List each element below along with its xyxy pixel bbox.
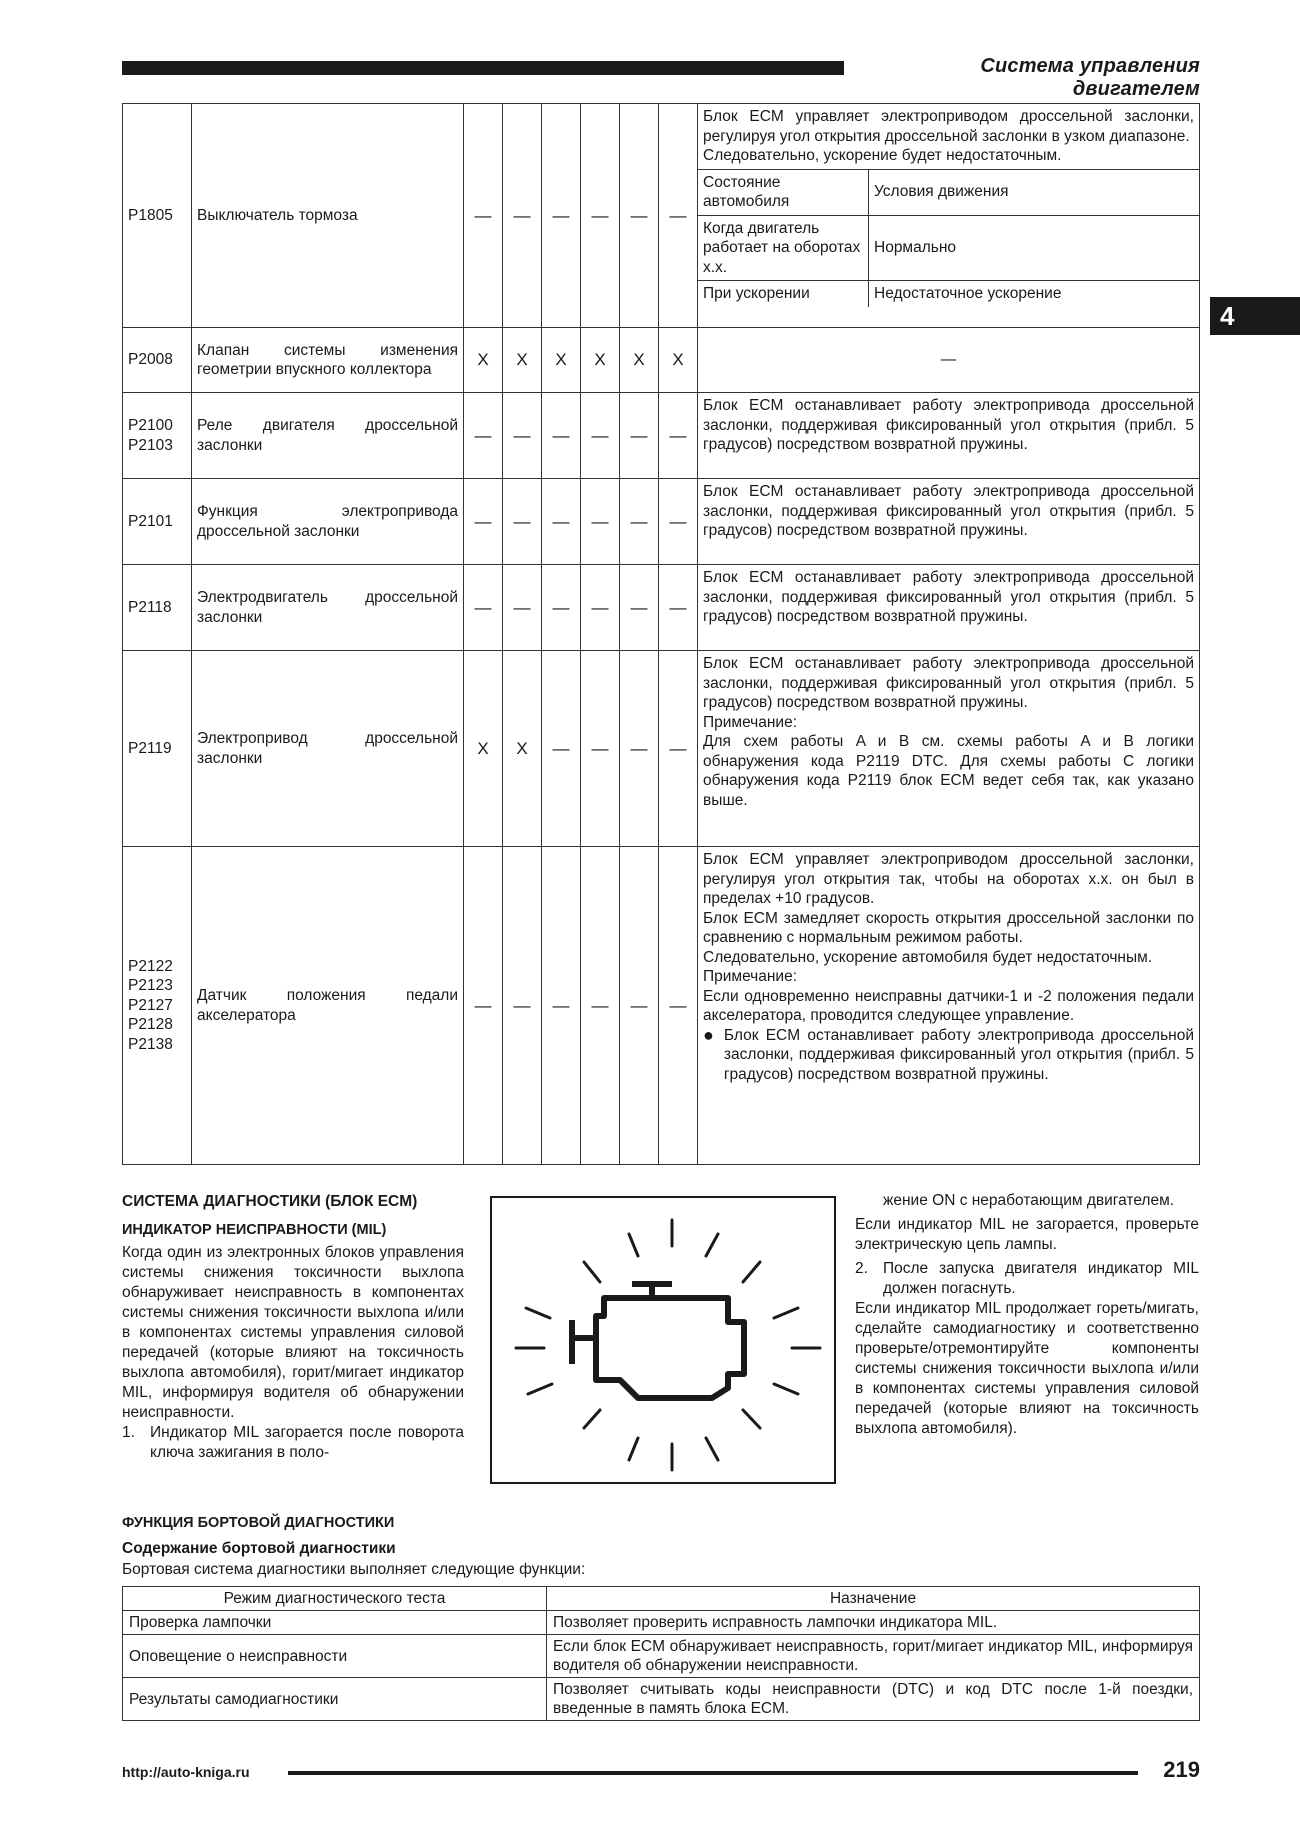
dtc-code: P2100 P2103 <box>123 393 192 479</box>
dtc-mark: X <box>503 651 542 847</box>
dtc-behavior <box>698 479 1200 565</box>
behavior-text: Блок ECM управляет электроприводом дроссельной заслонки, регулируя угол открытия так, чтобы на оборотах х.х. он был в пределах +10 градусов. Блок ECM замедляет скорость открытия дроссельной заслонки по сравнению с нормальным режимом работы. Следовательно, ускорение автомобиля будет недостаточным. Примечание: Если одновременно неисправны датчики-1 и -2 положения педали акселератора, проводится следующее управление. <box>703 851 1194 1024</box>
dtc-mark: — <box>659 847 698 1165</box>
dtc-name: Функция электропривода дроссельной заслонки <box>192 479 464 565</box>
driving-condition-cell: Нормально <box>869 215 1200 281</box>
vehicle-state-cell: Состояние автомобиля <box>698 169 869 215</box>
bullet-icon: ● <box>703 1024 714 1045</box>
dtc-mark: — <box>581 651 620 847</box>
mode-cell: Оповещение о неисправности <box>123 1635 547 1678</box>
dtc-behavior <box>698 104 1200 328</box>
driving-conditions-table <box>698 169 1199 307</box>
dtc-mark: — <box>542 104 581 328</box>
dtc-mark: — <box>620 479 659 565</box>
dtc-mark: — <box>659 565 698 651</box>
driving-condition-cell: Недостаточное ускорение <box>869 281 1200 307</box>
mil-paragraph: Если индикатор MIL не загорается, проверьте электрическую цепь лампы. <box>855 1216 1199 1253</box>
table-row <box>123 651 1200 847</box>
dtc-mark: X <box>464 328 503 393</box>
dtc-code: P2118 <box>123 565 192 651</box>
dtc-mark: — <box>464 479 503 565</box>
dtc-name: Клапан системы изменения геометрии впускного коллектора <box>192 328 464 393</box>
dtc-mark: X <box>620 328 659 393</box>
dtc-mark: — <box>581 393 620 479</box>
table-row <box>123 393 1200 479</box>
dtc-behavior <box>698 847 1200 1165</box>
list-number: 1. <box>122 1424 135 1441</box>
dtc-mark: X <box>464 651 503 847</box>
dtc-mark: — <box>659 479 698 565</box>
list-text: Индикатор MIL загорается после поворота ключа зажигания в поло- <box>150 1424 464 1461</box>
table-row <box>123 847 1200 1165</box>
dtc-mark: — <box>620 651 659 847</box>
obd-subtitle: Содержание бортовой диагностики <box>122 1540 396 1557</box>
dtc-table <box>122 103 1200 1165</box>
dtc-mark: — <box>503 565 542 651</box>
table-row <box>698 281 1199 307</box>
purpose-cell: Позволяет считывать коды неисправности (DTC) и код DTC после 1-й поездки, введенные в память блока ECM. <box>547 1678 1200 1721</box>
list-text: После запуска двигателя индикатор MIL должен погаснуть. <box>883 1260 1199 1297</box>
purpose-cell: Позволяет проверить исправность лампочки индикатора MIL. <box>547 1611 1200 1635</box>
table-row <box>123 328 1200 393</box>
dtc-mark: — <box>542 847 581 1165</box>
dtc-mark: — <box>464 847 503 1165</box>
dtc-mark: — <box>581 565 620 651</box>
dtc-behavior <box>698 651 1200 847</box>
header-title: Система управления двигателем <box>980 55 1200 100</box>
mode-cell: Проверка лампочки <box>123 1611 547 1635</box>
functions-table <box>122 1586 1200 1721</box>
table-row <box>123 1635 1200 1678</box>
dtc-code: P1805 <box>123 104 192 328</box>
dtc-mark: — <box>659 104 698 328</box>
header-rule <box>122 61 844 75</box>
engine-warning-figure <box>490 1196 836 1484</box>
table-row <box>123 479 1200 565</box>
table-row <box>123 104 1200 328</box>
list-number: 2. <box>855 1260 868 1277</box>
table-row <box>123 1611 1200 1635</box>
behavior-text: Блок ECM останавливает работу электропривода дроссельной заслонки, поддерживая фиксированный угол открытия (прибл. 5 градусов) посредством возвратной пружины. <box>703 483 1194 539</box>
dtc-mark: — <box>542 565 581 651</box>
dtc-code: P2119 <box>123 651 192 847</box>
vehicle-state-cell: При ускорении <box>698 281 869 307</box>
dtc-mark: X <box>542 328 581 393</box>
dtc-behavior <box>698 328 1200 393</box>
list-item-continued <box>855 1191 1199 1211</box>
behavior-text: Блок ECM управляет электроприводом дроссельной заслонки, регулируя угол открытия дроссельной заслонки в узком диапазоне. Следовательно, ускорение будет недостаточным. <box>703 108 1194 164</box>
mil-paragraph: Когда один из электронных блоков управления системы снижения токсичности выхлопа обнаруживает неисправность в компонентах системы снижения токсичности выхлопа и/или в компонентах системы управления силовой передачей (которые влияют на токсичность выхлопа автомобиля), горит/мигает индикатор MIL, информируя водителя об обнаружении неисправности. <box>122 1244 464 1421</box>
footer-url[interactable]: http://auto-kniga.ru <box>122 1764 250 1780</box>
column-header: Режим диагностического теста <box>123 1587 547 1611</box>
dtc-mark: — <box>542 651 581 847</box>
bullet-item <box>703 1026 1194 1085</box>
dtc-mark: — <box>464 565 503 651</box>
obd-title: ФУНКЦИЯ БОРТОВОЙ ДИАГНОСТИКИ <box>122 1515 395 1531</box>
table-row <box>123 1678 1200 1721</box>
table-row <box>698 169 1199 215</box>
dtc-mark: — <box>581 104 620 328</box>
dtc-mark: — <box>464 104 503 328</box>
page-number: 219 <box>1163 1757 1200 1782</box>
dtc-mark: — <box>503 104 542 328</box>
behavior-text: — <box>940 351 957 369</box>
dtc-code: P2101 <box>123 479 192 565</box>
chapter-tab: 4 <box>1210 297 1300 335</box>
dtc-mark: — <box>503 847 542 1165</box>
mil-left-column <box>122 1243 464 1463</box>
dtc-mark: — <box>620 393 659 479</box>
dtc-mark: — <box>620 565 659 651</box>
footer-rule <box>288 1771 1138 1775</box>
dtc-mark: — <box>620 847 659 1165</box>
vehicle-state-cell: Когда двигатель работает на оборотах х.х. <box>698 215 869 281</box>
mil-paragraph: Если индикатор MIL продолжает гореть/мигать, сделайте самодиагностику и соответственно проверьте/отремонтируйте компоненты системы снижения токсичности выхлопа и/или в компонентах системы управления силовой передачей (которые влияют на токсичность выхлопа автомобиля). <box>855 1300 1199 1437</box>
dtc-mark: X <box>581 328 620 393</box>
dtc-mark: — <box>620 104 659 328</box>
mode-cell: Результаты самодиагностики <box>123 1678 547 1721</box>
obd-intro: Бортовая система диагностики выполняет следующие функции: <box>122 1561 586 1578</box>
dtc-mark: X <box>503 328 542 393</box>
dtc-mark: X <box>659 328 698 393</box>
dtc-mark: — <box>542 393 581 479</box>
behavior-text: Блок ECM останавливает работу электропривода дроссельной заслонки, поддерживая фиксированный угол открытия (прибл. 5 градусов) посредством возвратной пружины. <box>703 397 1194 453</box>
mil-right-column <box>855 1191 1199 1439</box>
list-text: жение ON с неработающим двигателем. <box>883 1192 1175 1209</box>
dtc-name: Электродвигатель дроссельной заслонки <box>192 565 464 651</box>
dtc-code: P2008 <box>123 328 192 393</box>
behavior-text: Блок ECM останавливает работу электропривода дроссельной заслонки, поддерживая фиксированный угол открытия (прибл. 5 градусов) посредством возвратной пружины. <box>703 569 1194 625</box>
behavior-text: Блок ECM останавливает работу электропривода дроссельной заслонки, поддерживая фиксированный угол открытия (прибл. 5 градусов) посредством возвратной пружины. Примечание: Для схем работы A и B см. схемы работы A и B логики обнаружения кода P2119 DTC. Для схемы работы C логики обнаружения кода P2119 блок ECM ведет себя так, как указано выше. <box>703 655 1194 809</box>
dtc-mark: — <box>659 651 698 847</box>
dtc-behavior <box>698 393 1200 479</box>
driving-condition-cell: Условия движения <box>869 169 1200 215</box>
column-header: Назначение <box>547 1587 1200 1611</box>
table-row <box>698 215 1199 281</box>
dtc-behavior <box>698 565 1200 651</box>
section-title: СИСТЕМА ДИАГНОСТИКИ (БЛОК ECM) <box>122 1193 418 1210</box>
dtc-mark: — <box>503 479 542 565</box>
dtc-mark: — <box>464 393 503 479</box>
dtc-mark: — <box>503 393 542 479</box>
dtc-mark: — <box>659 393 698 479</box>
dtc-name: Электропривод дроссельной заслонки <box>192 651 464 847</box>
dtc-mark: — <box>581 479 620 565</box>
purpose-cell: Если блок ECM обнаруживает неисправность, горит/мигает индикатор MIL, информируя водителя об обнаружении неисправности. <box>547 1635 1200 1678</box>
list-item <box>855 1259 1199 1299</box>
dtc-mark: — <box>542 479 581 565</box>
check-engine-icon <box>492 1198 834 1482</box>
dtc-name: Выключатель тормоза <box>192 104 464 328</box>
dtc-mark: — <box>581 847 620 1165</box>
dtc-code: P2122 P2123 P2127 P2128 P2138 <box>123 847 192 1165</box>
table-row <box>123 565 1200 651</box>
section-subtitle: ИНДИКАТОР НЕИСПРАВНОСТИ (MIL) <box>122 1222 387 1238</box>
dtc-name: Реле двигателя дроссельной заслонки <box>192 393 464 479</box>
list-item <box>122 1423 464 1463</box>
dtc-name: Датчик положения педали акселератора <box>192 847 464 1165</box>
bullet-text: Блок ECM останавливает работу электропривода дроссельной заслонки, поддерживая фиксированный угол открытия (прибл. 5 градусов) посредством возвратной пружины. <box>723 1026 1194 1083</box>
